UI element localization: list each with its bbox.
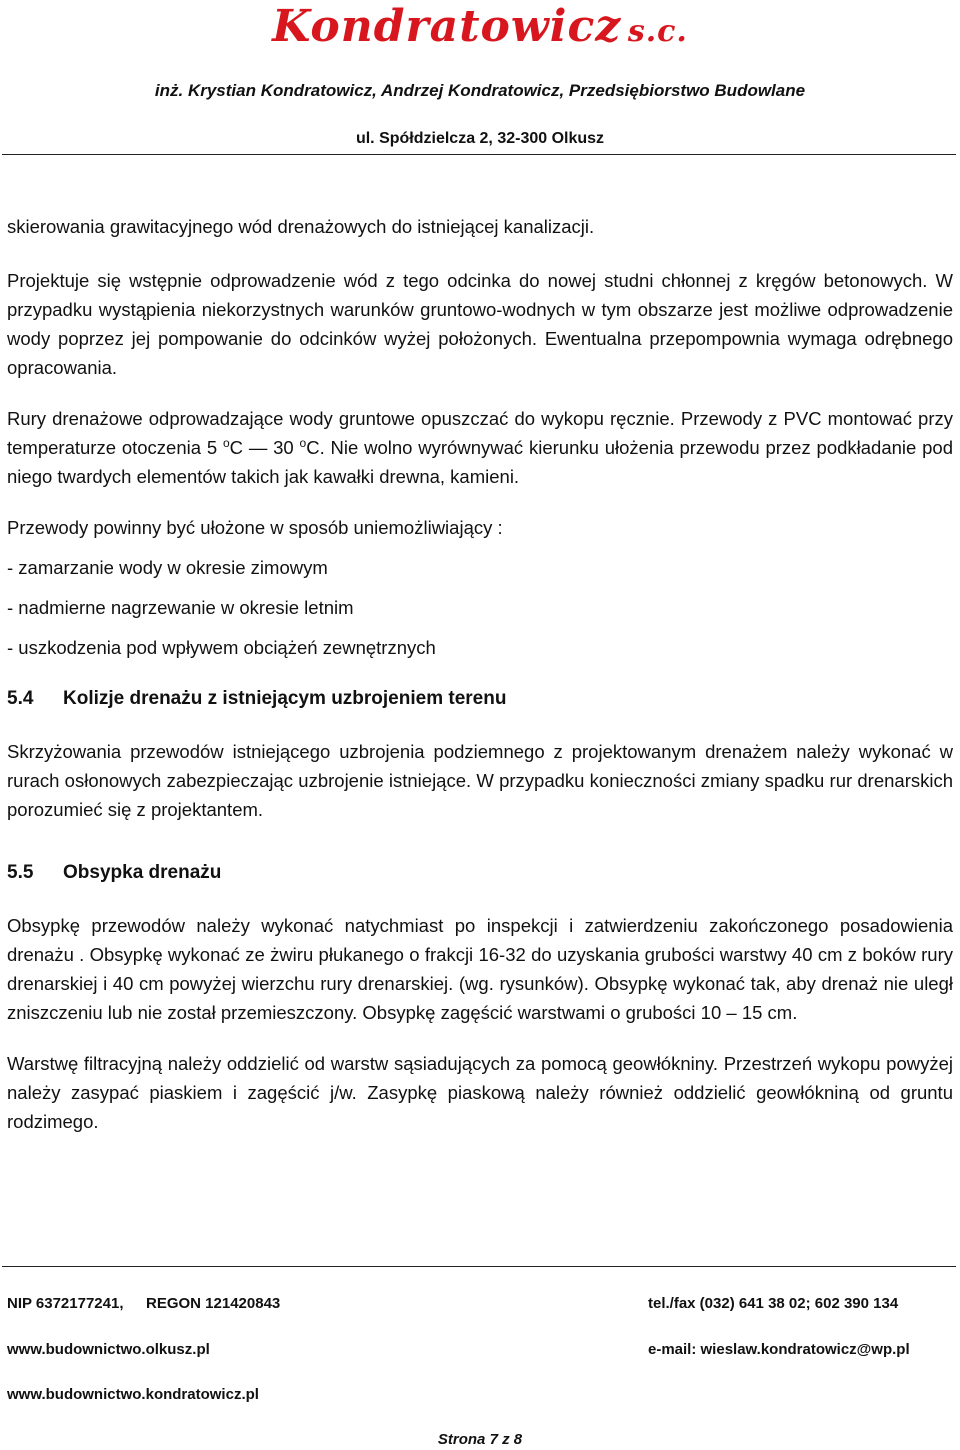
logo-name: Kondratowicz bbox=[272, 1, 622, 52]
section-heading-5-5 bbox=[7, 858, 953, 887]
page-header bbox=[0, 0, 960, 160]
footer-nip: NIP 6372177241, bbox=[7, 1295, 124, 1312]
list-item: - zamarzanie wody w okresie zimowym bbox=[7, 557, 328, 578]
page-number: Strona 7 z 8 bbox=[437, 1431, 523, 1448]
footer-phone: tel./fax (032) 641 38 02; 602 390 134 bbox=[648, 1295, 899, 1312]
paragraph-2: Projektuje się wstępnie odprowadzenie wód z tego odcinka do nowej studni chłonnej z kręgów betonowych. W przypadku wystąpienia niekorzystnych warunków gruntowo-wodnych w tym obszarze jest możliwe odprowadzenie wody poprzez jej pompowanie do odcinków wyżej położonych. Ewentualna przepompownia wymaga odrębnego opracowania. bbox=[7, 270, 953, 378]
footer-regon: REGON 121420843 bbox=[146, 1295, 281, 1312]
paragraph-3-part-c: C. Nie wolno wyrównywać kierunku ułożenia przewodu przez podkładanie pod niego twardych elementów takich jak kawałki drewna, kamieni. bbox=[7, 437, 954, 487]
paragraph-1: skierowania grawitacyjnego wód drenażowych do istniejącej kanalizacji. bbox=[7, 216, 595, 237]
header-divider bbox=[2, 154, 956, 155]
footer-divider bbox=[2, 1266, 956, 1267]
footer-website-link-2[interactable]: www.budownictwo.kondratowicz.pl bbox=[7, 1386, 259, 1403]
company-line: inż. Krystian Kondratowicz, Andrzej Kondratowicz, Przedsiębiorstwo Budowlane bbox=[154, 81, 806, 100]
list-item: - uszkodzenia pod wpływem obciążeń zewnętrznych bbox=[7, 637, 436, 658]
footer-website-link[interactable]: www.budownictwo.olkusz.pl bbox=[7, 1341, 210, 1358]
degree-sup-1: o bbox=[222, 435, 230, 450]
paragraph-3-part-a: Rury drenażowe odprowadzające wody gruntowe opuszczać do wykopu ręcznie. Przewody z PVC montować przy temperaturze otoczenia 5 bbox=[7, 408, 953, 458]
paragraph-6: Obsypkę przewodów należy wykonać natychmiast po inspekcji i zatwierdzeniu zakończonego posadowienia drenażu . Obsypkę wykonać ze żwiru płukanego o frakcji 16-32 do uzyskania grubości warstwy 40 cm z boków rury drenarskiej i 40 cm powyżej wierzchu rury drenarskiej. (wg. rysunków). Obsypkę wykonać tak, aby drenaż nie uległ zniszczeniu lub nie został przemieszczony. Obsypkę zagęścić warstwami o grubości 10 – 15 cm. bbox=[7, 915, 953, 1023]
paragraph-4: Przewody powinny być ułożone w sposób uniemożliwiający : bbox=[7, 517, 503, 538]
section-heading-5-4 bbox=[7, 684, 953, 713]
footer-email-link[interactable]: e-mail: wieslaw.kondratowicz@wp.pl bbox=[648, 1341, 910, 1358]
section-number: 5.5 bbox=[7, 862, 34, 883]
section-number: 5.4 bbox=[7, 688, 34, 709]
paragraph-3 bbox=[7, 404, 953, 491]
company-logo bbox=[0, 2, 960, 61]
section-title: Obsypka drenażu bbox=[63, 862, 222, 883]
address-line: ul. Spółdzielcza 2, 32-300 Olkusz bbox=[355, 130, 605, 147]
logo-suffix: s.c. bbox=[627, 14, 688, 49]
paragraph-5: Skrzyżowania przewodów istniejącego uzbrojenia podziemnego z projektowanym drenażem należy wykonać w rurach osłonowych zabezpieczając uzbrojenie istniejące. W przypadku konieczności zmiany spadku rur drenarskich porozumieć się z projektantem. bbox=[7, 741, 953, 820]
document-body bbox=[7, 212, 953, 1136]
list-item: - nadmierne nagrzewanie w okresie letnim bbox=[7, 597, 354, 618]
degree-sup-2: o bbox=[299, 435, 307, 450]
paragraph-3-part-b: C — 30 bbox=[229, 437, 300, 458]
paragraph-7: Warstwę filtracyjną należy oddzielić od warstw sąsiadujących za pomocą geowłókniny. Przestrzeń wykopu powyżej należy zasypać piaskiem i zagęścić j/w. Zasypkę piaskową należy również oddzielić geowłókniną od gruntu rodzimego. bbox=[7, 1053, 953, 1132]
section-title: Kolizje drenażu z istniejącym uzbrojeniem terenu bbox=[63, 688, 507, 709]
